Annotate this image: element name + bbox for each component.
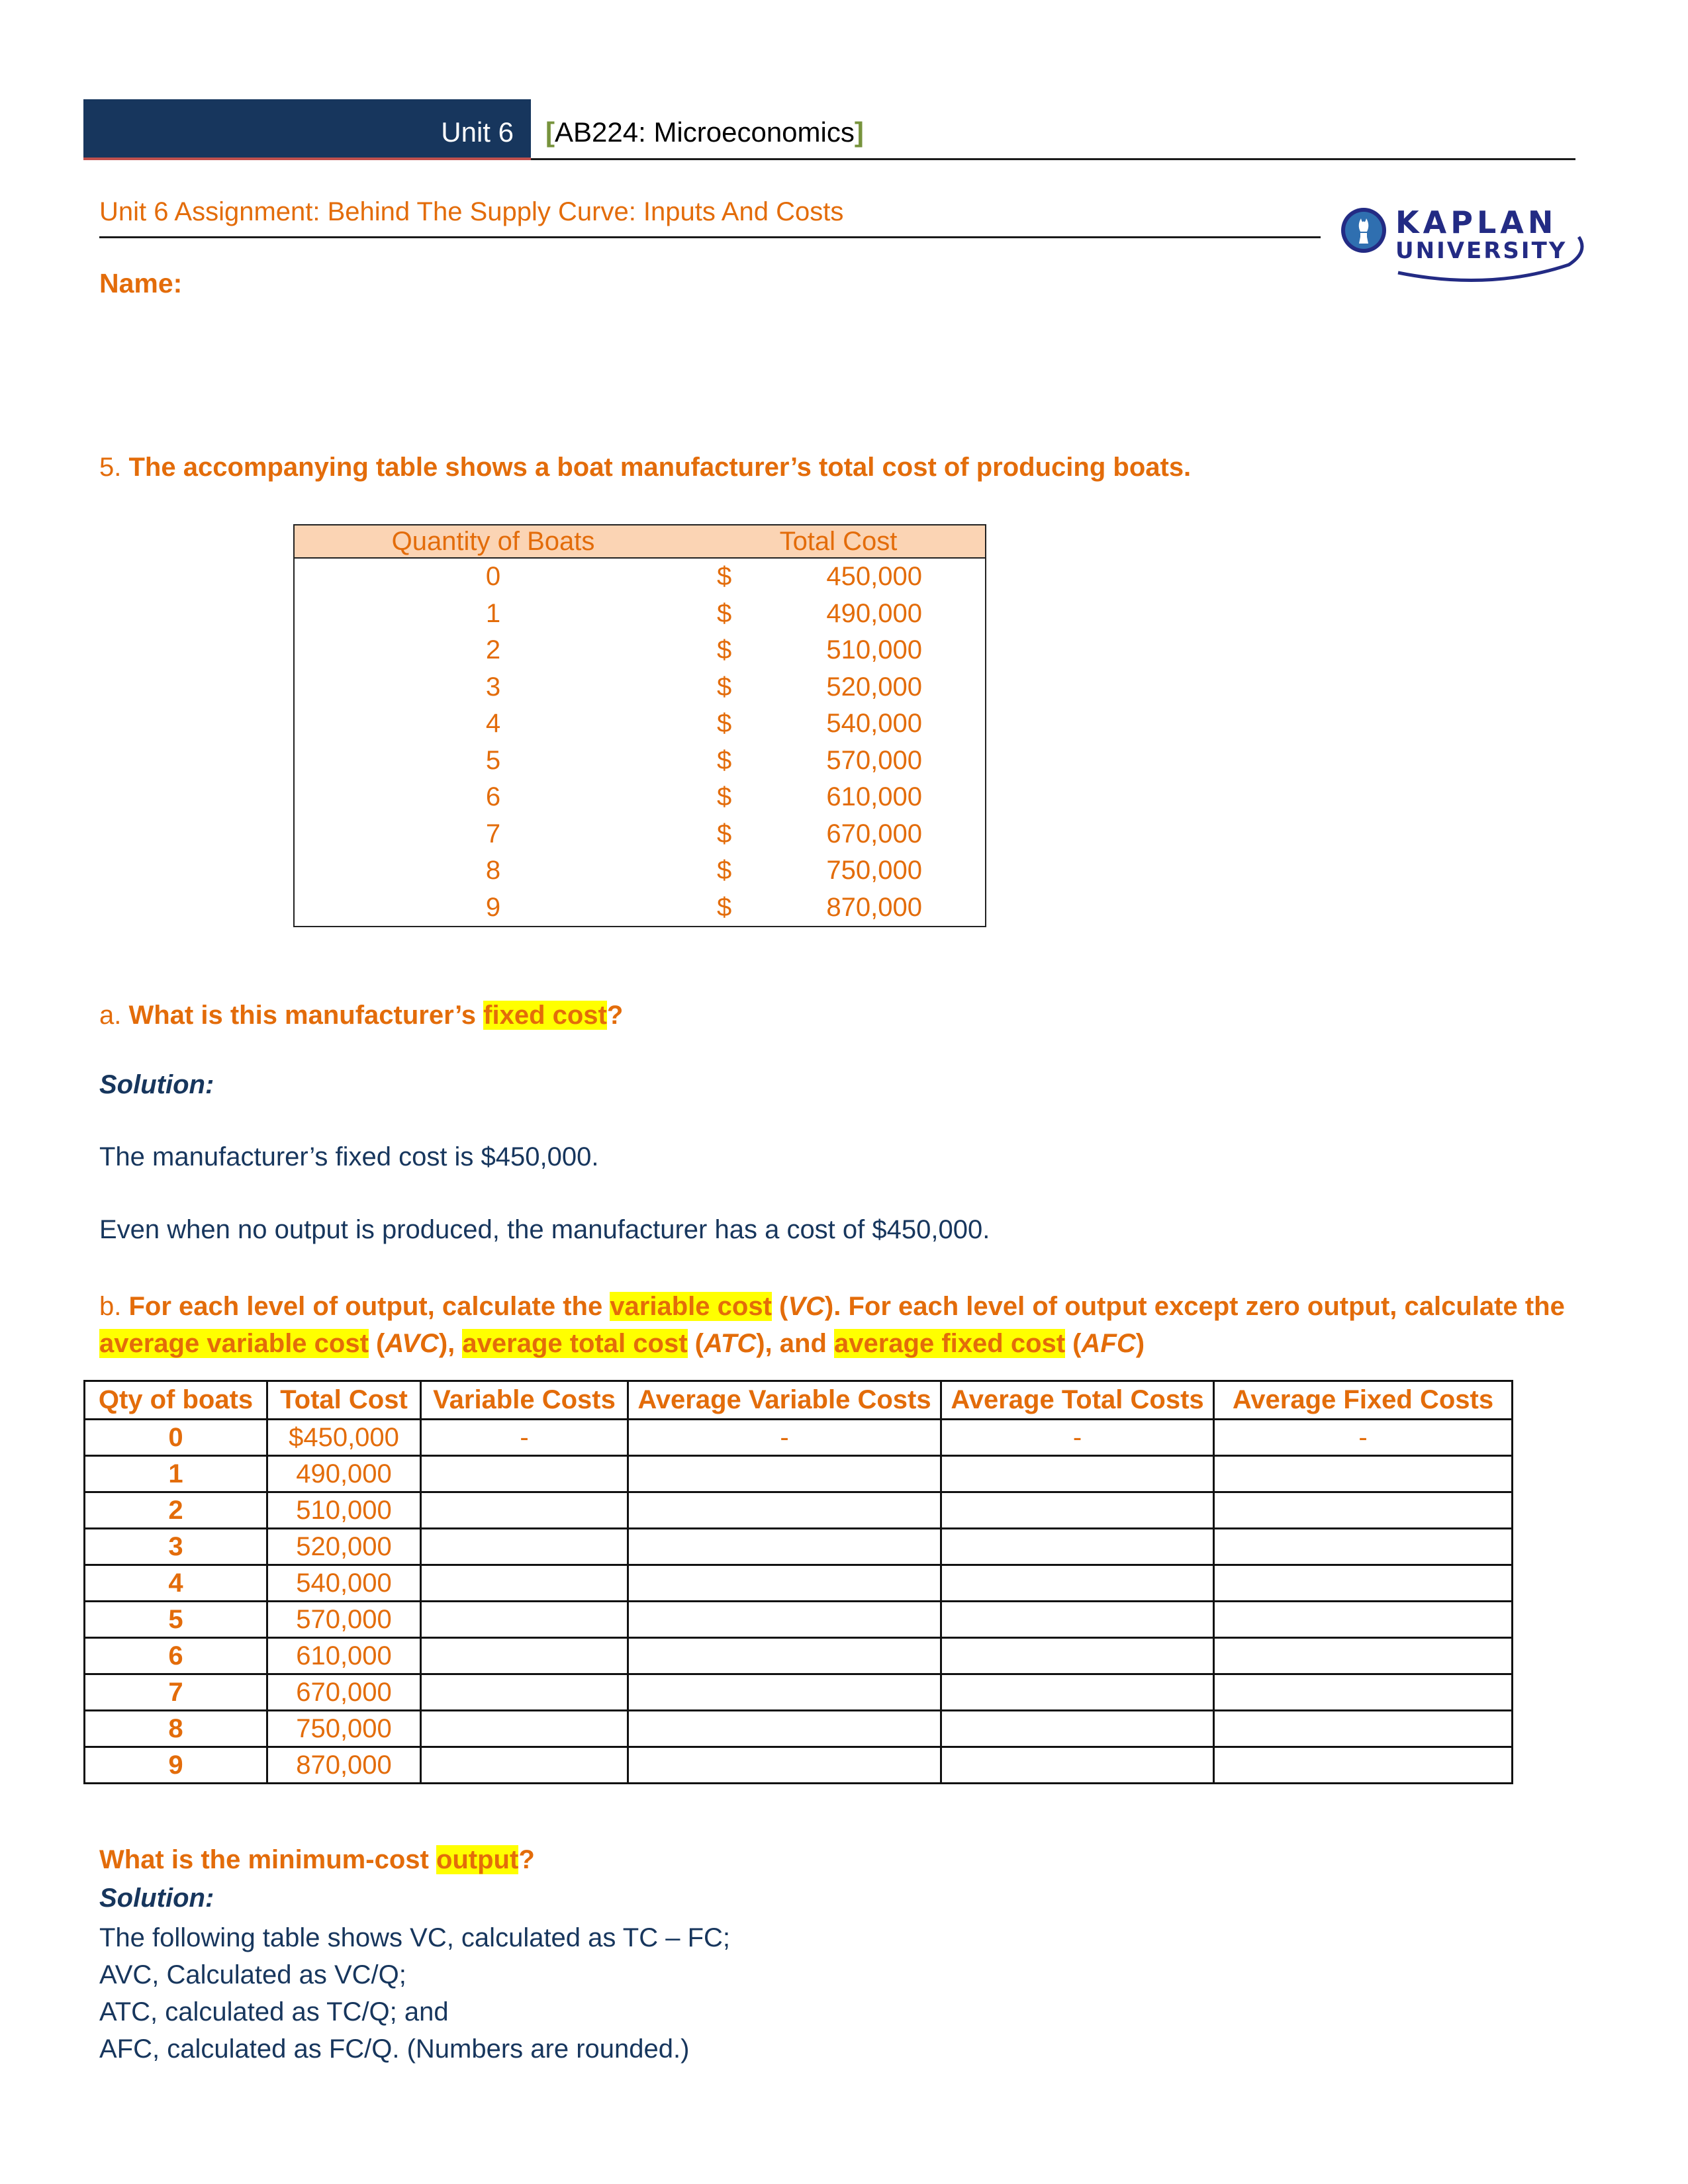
cell-currency: $	[717, 635, 732, 665]
table-row	[85, 1747, 1513, 1784]
minimum-cost-question	[99, 1845, 535, 1875]
cell-qty: 0	[85, 1420, 267, 1456]
highlight-afc: average fixed cost	[834, 1329, 1066, 1358]
cell-currency: $	[717, 562, 732, 592]
table-row	[294, 889, 986, 927]
cell-total-cost: 670,000	[267, 1674, 421, 1711]
cell-variable-cost	[421, 1565, 628, 1602]
part-b-seg: )	[1135, 1329, 1145, 1358]
cell-avg-total-cost	[941, 1638, 1214, 1674]
cell-total-cost: 520,000	[826, 672, 922, 702]
cell-currency: $	[717, 598, 732, 628]
cell-currency: $	[717, 782, 732, 812]
highlight-variable-cost: variable cost	[610, 1292, 772, 1321]
part-b-seg: ). For each level of output except zero output, calculate the	[824, 1292, 1565, 1321]
part-a-question	[99, 1001, 623, 1030]
cell-qty: 2	[85, 1492, 267, 1529]
cost-calculation-table	[83, 1380, 1513, 1784]
cell-avg-fixed-cost: -	[1214, 1420, 1513, 1456]
table-row	[85, 1456, 1513, 1492]
explanation-line: ATC, calculated as TC/Q; and	[99, 1997, 449, 2026]
cell-avg-total-cost: -	[941, 1420, 1214, 1456]
cell-avg-fixed-cost	[1214, 1638, 1513, 1674]
cell-total-cost: 450,000	[826, 562, 922, 592]
part-b-seg: (	[771, 1292, 788, 1321]
cell-avg-total-cost	[941, 1747, 1214, 1784]
table-header-row	[294, 525, 986, 558]
cell-total-cost: 490,000	[826, 598, 922, 628]
table-row	[294, 816, 986, 853]
header-quantity: Quantity of Boats	[294, 525, 692, 558]
torch-icon	[1341, 208, 1386, 253]
cell-avg-variable-cost	[628, 1747, 941, 1784]
cell-qty: 1	[85, 1456, 267, 1492]
cell-avg-fixed-cost	[1214, 1529, 1513, 1565]
cell-variable-cost	[421, 1529, 628, 1565]
table-row	[294, 596, 986, 633]
table-row	[294, 669, 986, 706]
question-5	[99, 453, 1191, 482]
cell-total-cost: 490,000	[267, 1456, 421, 1492]
table-row	[85, 1529, 1513, 1565]
part-a-text-after: ?	[606, 1001, 624, 1030]
name-label: Name:	[99, 268, 183, 298]
part-b-seg: ),	[438, 1329, 463, 1358]
table-row	[85, 1711, 1513, 1747]
cell-qty: 9	[85, 1747, 267, 1784]
cell-avg-fixed-cost	[1214, 1674, 1513, 1711]
cell-variable-cost	[421, 1492, 628, 1529]
table-row	[294, 705, 986, 743]
cell-total-cost: 670,000	[826, 819, 922, 848]
solution-explanation	[99, 1919, 730, 2068]
cell-total-cost: 510,000	[826, 635, 922, 665]
header-total-cost: Total Cost	[267, 1381, 421, 1420]
table-row	[294, 779, 986, 816]
cell-avg-variable-cost	[628, 1492, 941, 1529]
cell-quantity: 7	[485, 819, 501, 848]
cell-qty: 6	[85, 1638, 267, 1674]
cell-currency: $	[717, 672, 732, 702]
bracket-open: [	[545, 116, 555, 148]
cell-total-cost: 870,000	[267, 1747, 421, 1784]
part-b-seg: (	[368, 1329, 385, 1358]
cell-avg-total-cost	[941, 1602, 1214, 1638]
cell-variable-cost	[421, 1638, 628, 1674]
logo-line1: KAPLAN	[1395, 205, 1558, 240]
cell-total-cost: 540,000	[267, 1565, 421, 1602]
cell-quantity: 4	[485, 709, 501, 739]
cell-total-cost: 750,000	[826, 856, 922, 886]
cell-qty: 5	[85, 1602, 267, 1638]
explanation-line: AFC, calculated as FC/Q. (Numbers are rounded.)	[99, 2034, 690, 2064]
cell-avg-total-cost	[941, 1711, 1214, 1747]
cell-quantity: 2	[485, 635, 501, 665]
course-title: AB224: Microeconomics	[555, 116, 855, 148]
header-band-underline	[83, 158, 531, 160]
cell-avg-fixed-cost	[1214, 1565, 1513, 1602]
part-a-text-before: What is this manufacturer’s	[128, 1001, 484, 1030]
cell-quantity: 0	[485, 562, 501, 592]
cell-total-cost: 570,000	[826, 745, 922, 775]
cell-avg-variable-cost	[628, 1674, 941, 1711]
part-b-seg: For each level of output, calculate the	[128, 1292, 610, 1321]
cell-avg-total-cost	[941, 1456, 1214, 1492]
cell-total-cost: 520,000	[267, 1529, 421, 1565]
solution-label-a: Solution:	[99, 1070, 214, 1099]
answer-a-line2: Even when no output is produced, the manufacturer has a cost of $450,000.	[99, 1215, 990, 1244]
cell-variable-cost	[421, 1711, 628, 1747]
cell-variable-cost	[421, 1602, 628, 1638]
highlight-atc: average total cost	[462, 1329, 688, 1358]
cell-avg-variable-cost	[628, 1565, 941, 1602]
question-5-text: The accompanying table shows a boat manufacturer’s total cost of producing boats.	[128, 453, 1192, 482]
highlight-avc: average variable cost	[99, 1329, 369, 1358]
highlight-fixed-cost: fixed cost	[483, 1001, 607, 1030]
cell-total-cost: 610,000	[267, 1638, 421, 1674]
explanation-line: The following table shows VC, calculated as TC – FC;	[99, 1923, 731, 1952]
header-avg-variable-costs: Average Variable Costs	[628, 1381, 941, 1420]
cell-avg-fixed-cost	[1214, 1456, 1513, 1492]
cell-total-cost: 870,000	[826, 892, 922, 922]
assignment-rule	[99, 236, 1321, 238]
cell-quantity: 8	[485, 856, 501, 886]
cell-total-cost: 610,000	[826, 782, 922, 812]
cell-total-cost: 570,000	[267, 1602, 421, 1638]
kaplan-logo	[1324, 199, 1589, 291]
cell-avg-variable-cost: -	[628, 1420, 941, 1456]
unit-label: Unit 6	[441, 116, 514, 148]
cell-total-cost: 540,000	[826, 709, 922, 739]
cell-qty: 3	[85, 1529, 267, 1565]
cell-quantity: 9	[485, 892, 501, 922]
table-header-row	[85, 1381, 1513, 1420]
abbr-avc: AVC	[385, 1329, 439, 1358]
cell-quantity: 3	[485, 672, 501, 702]
cell-total-cost: $450,000	[267, 1420, 421, 1456]
table-row	[294, 852, 986, 889]
answer-a-line1: The manufacturer’s fixed cost is $450,000.	[99, 1142, 599, 1171]
header-rule	[531, 158, 1575, 160]
cell-avg-total-cost	[941, 1565, 1214, 1602]
total-cost-table	[293, 524, 986, 927]
cell-avg-total-cost	[941, 1529, 1214, 1565]
bracket-close: ]	[854, 116, 864, 148]
part-b-seg: ), and	[756, 1329, 834, 1358]
cell-currency: $	[717, 709, 732, 739]
cell-avg-fixed-cost	[1214, 1747, 1513, 1784]
table-row	[85, 1420, 1513, 1456]
header-total-cost: Total Cost	[692, 525, 986, 558]
cell-variable-cost: -	[421, 1420, 628, 1456]
cell-variable-cost	[421, 1456, 628, 1492]
table-row	[294, 743, 986, 780]
cell-currency: $	[717, 856, 732, 886]
header-qty-boats: Qty of boats	[85, 1381, 267, 1420]
assignment-title: Unit 6 Assignment: Behind The Supply Curve: Inputs And Costs	[99, 197, 844, 226]
cell-total-cost: 510,000	[267, 1492, 421, 1529]
cell-total-cost: 750,000	[267, 1711, 421, 1747]
part-b-seg: (	[1065, 1329, 1082, 1358]
table-row	[85, 1674, 1513, 1711]
part-b-question	[99, 1288, 1589, 1362]
table-row	[85, 1638, 1513, 1674]
cell-currency: $	[717, 745, 732, 775]
table-row	[85, 1602, 1513, 1638]
cell-avg-fixed-cost	[1214, 1492, 1513, 1529]
table-row	[294, 632, 986, 669]
part-b-seg: (	[687, 1329, 704, 1358]
logo-line2: UNIVERSITY	[1395, 238, 1568, 264]
cell-variable-cost	[421, 1747, 628, 1784]
header-avg-total-costs: Average Total Costs	[941, 1381, 1214, 1420]
cell-avg-total-cost	[941, 1492, 1214, 1529]
abbr-afc: AFC	[1081, 1329, 1136, 1358]
highlight-output: output	[436, 1845, 519, 1874]
cell-avg-fixed-cost	[1214, 1711, 1513, 1747]
cell-avg-variable-cost	[628, 1529, 941, 1565]
header-avg-fixed-costs: Average Fixed Costs	[1214, 1381, 1513, 1420]
cell-avg-variable-cost	[628, 1638, 941, 1674]
cell-avg-total-cost	[941, 1674, 1214, 1711]
cell-avg-variable-cost	[628, 1456, 941, 1492]
question-number: 5.	[99, 453, 122, 482]
cell-qty: 8	[85, 1711, 267, 1747]
course-title-wrap	[545, 99, 864, 158]
cell-qty: 7	[85, 1674, 267, 1711]
part-c-text-after: ?	[518, 1845, 535, 1874]
table-row	[294, 558, 986, 596]
table-row	[85, 1565, 1513, 1602]
cell-currency: $	[717, 892, 732, 922]
solution-label-c: Solution:	[99, 1884, 214, 1913]
part-a-text	[128, 1001, 623, 1030]
cell-quantity: 5	[485, 745, 501, 775]
cell-quantity: 6	[485, 782, 501, 812]
explanation-line: AVC, Calculated as VC/Q;	[99, 1960, 406, 1989]
part-b-prefix: b.	[99, 1292, 122, 1321]
table-row	[85, 1492, 1513, 1529]
abbr-vc: VC	[788, 1292, 825, 1321]
cell-avg-variable-cost	[628, 1711, 941, 1747]
part-c-text-before: What is the minimum-cost	[99, 1845, 436, 1874]
cell-quantity: 1	[485, 598, 501, 628]
cell-currency: $	[717, 819, 732, 848]
abbr-atc: ATC	[703, 1329, 757, 1358]
header-variable-costs: Variable Costs	[421, 1381, 628, 1420]
cell-avg-variable-cost	[628, 1602, 941, 1638]
cell-avg-fixed-cost	[1214, 1602, 1513, 1638]
cell-qty: 4	[85, 1565, 267, 1602]
cell-variable-cost	[421, 1674, 628, 1711]
part-a-prefix: a.	[99, 1001, 122, 1030]
